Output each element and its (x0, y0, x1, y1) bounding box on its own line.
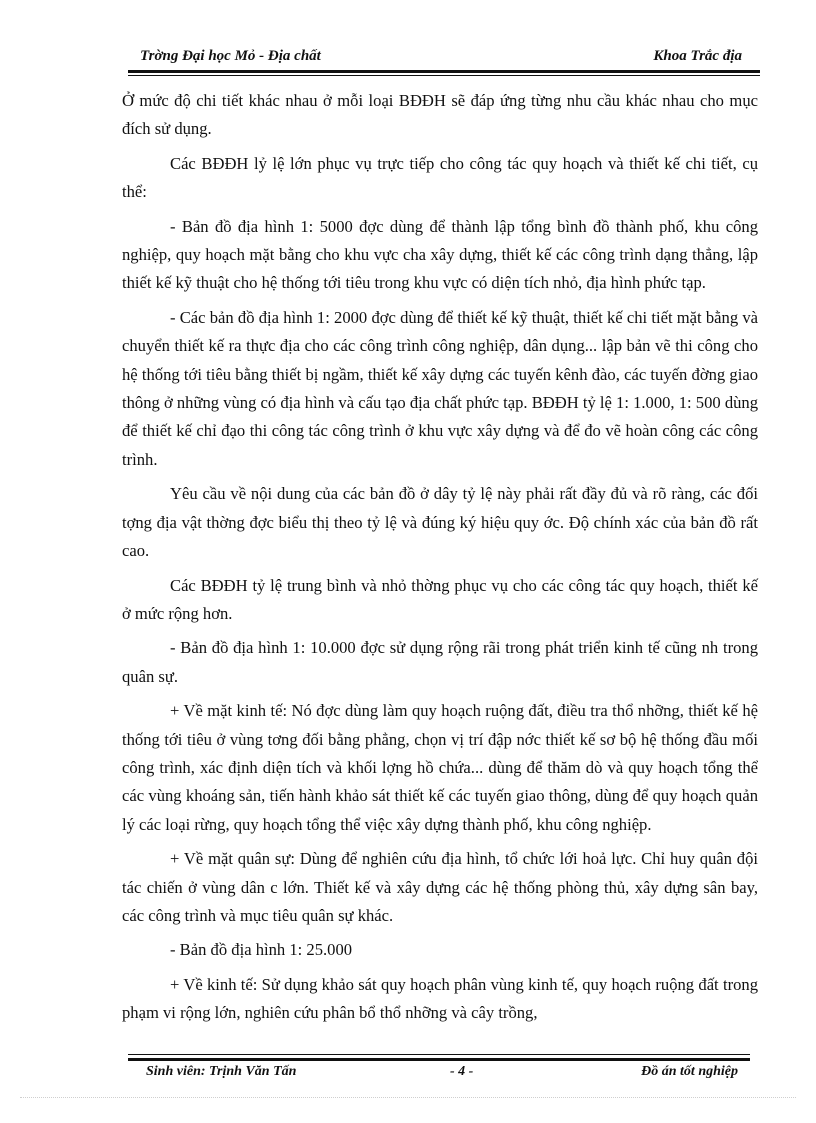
paragraph: Ở mức độ chi tiết khác nhau ở mỗi loại BĐĐH sẽ đáp ứng từng nhu cầu khác nhau cho mục đích sử dụng. (122, 91, 758, 139)
header-faculty: Khoa Trắc địa (653, 48, 742, 64)
paragraph: Các BĐĐH lỷ lệ lớn phục vụ trực tiếp cho công tác quy hoạch và thiết kế chi tiết, cụ thể: (122, 153, 758, 202)
footer-student: Sinh viên: Trịnh Văn Tấn (146, 1064, 297, 1079)
paragraph: + Về mặt quân sự: Dùng để nghiên cứu địa hình, tổ chức lới hoả lực. Chỉ huy quân đội tác chiến ở vùng dân c lớn. Thiết kế và xây dựng các hệ thống phòng thủ, xây dựng sân bay, các công trình và mục tiêu quân sự khác. (122, 849, 758, 925)
paragraph: + Về kinh tế: Sử dụng khảo sát quy hoạch phân vùng kinh tế, quy hoạch ruộng đất trong phạm vi rộng lớn, nghiên cứu phân bổ thổ nhỡng và cây trồng, (122, 974, 758, 1023)
header-school: Trờng Đại học Mỏ - Địa chất (140, 48, 321, 64)
paragraph: Các BĐĐH tỷ lệ trung bình và nhỏ thờng phục vụ cho các công tác quy hoạch, thiết kế ở mức rộng hơn. (122, 575, 758, 623)
page-header (128, 40, 760, 74)
header-rule-thin (128, 75, 760, 76)
paragraph: Yêu cầu về nội dung của các bản đồ ở dây tỷ lệ này phải rất đầy đủ và rõ ràng, các đối tợng địa vật thờng đợc biểu thị theo tỷ lệ và đúng ký hiệu quy ớc. Độ chính xác của bản đồ rất cao. (122, 484, 758, 561)
header-rule-thick (128, 70, 760, 73)
footer-rule-thin (128, 1054, 750, 1055)
page-footer (128, 1054, 750, 1084)
footer-title: Đồ án tốt nghiệp (641, 1064, 738, 1079)
paragraph: - Các bản đồ địa hình 1: 2000 đợc dùng để thiết kế kỹ thuật, thiết kế chi tiết mặt bằng và chuyển thiết kế ra thực địa cho các công trình công nghiệp, dân dụng... lập bản vẽ thi công cho hệ thống tới tiêu bằng thiết bị ngầm, thiết kế xây dựng các tuyến kênh đào, các tuyến đờng giao thông ở những vùng có địa hình và cấu tạo địa chất phức tạp. BĐĐH tỷ lệ 1: 1.000, 1: 500 dùng để thiết kế chỉ đạo thi công tác công trình ở khu vực xây dựng và để đo vẽ hoàn công các công trình. (122, 307, 759, 469)
page-number: - 4 - (450, 1064, 474, 1079)
paragraph: - Bản đồ địa hình 1: 5000 đợc dùng để thành lập tổng bình đồ thành phố, khu công nghiệp, quy hoạch mặt bằng cho khu vực cha xây dựng, thiết kế các công trình dạng thẳng, lập thiết kế kỹ thuật cho hệ thống tới tiêu trong khu vực có diện tích nhỏ, địa hình phức tạp. (122, 216, 758, 293)
paragraph: - Bản đồ địa hình 1: 10.000 đợc sử dụng rộng rãi trong phát triển kinh tế cũng nh trong quân sự. (122, 638, 758, 686)
page-bottom-dotted-rule (20, 1097, 796, 1098)
footer-rule-thick (128, 1058, 750, 1061)
document-body (122, 87, 758, 1034)
paragraph: + Về mặt kinh tế: Nó đợc dùng làm quy hoạch ruộng đất, điều tra thổ nhỡng, thiết kế hệ thống tới tiêu ở vùng tơng đối bằng phẳng, chọn vị trí đập nớc thiết kế sơ bộ hệ thống đầu mối công trình, xác định diện tích và khối lợng hồ chứa... dùng để thăm dò và quy hoạch tổng thể các vùng khoáng sản, tiến hành khảo sát thiết kế các tuyến giao thông, dùng để quy hoạch quản lý các loại rừng, quy hoạch tổng thể việc xây dựng thành phố, khu công nghiệp. (122, 701, 758, 834)
paragraph: - Bản đồ địa hình 1: 25.000 (170, 940, 353, 960)
